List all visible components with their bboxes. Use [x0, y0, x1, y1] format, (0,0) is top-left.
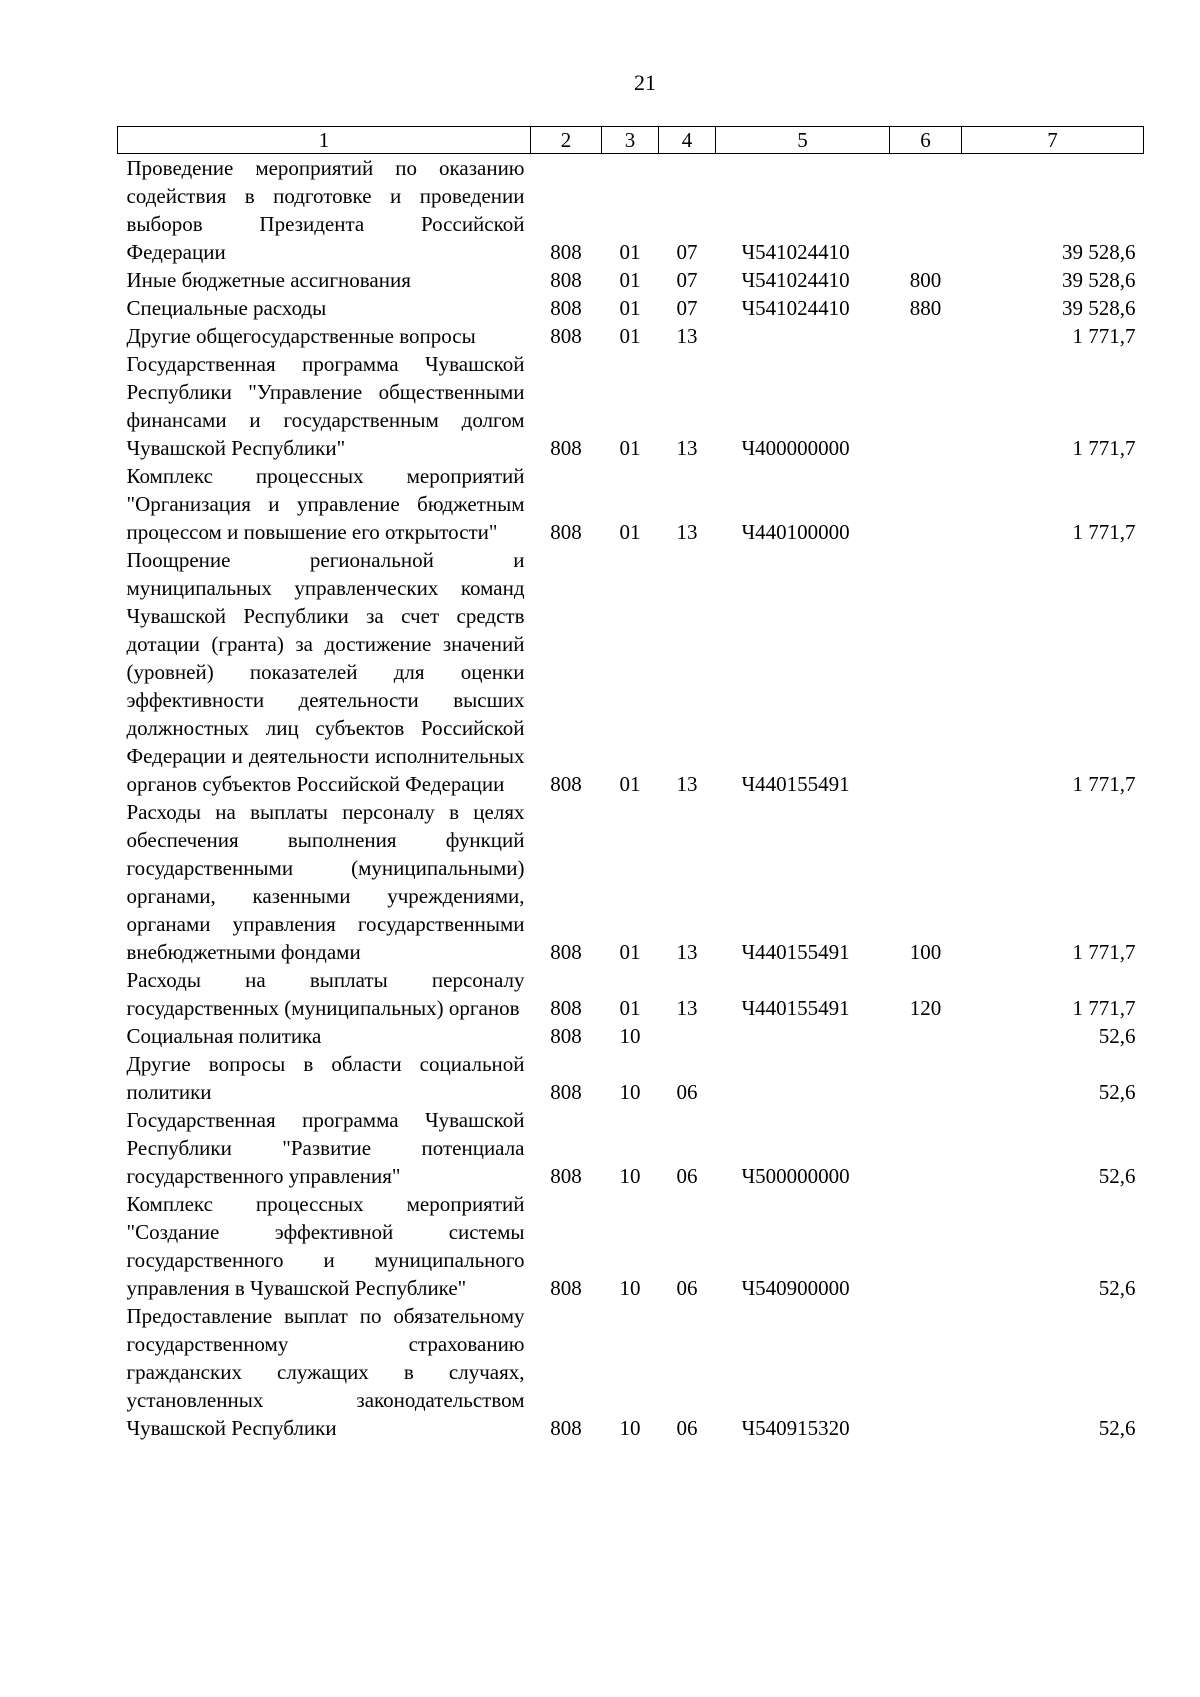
table-row	[118, 1106, 1144, 1190]
section-code: 01	[619, 772, 641, 796]
amount: 1 771,7	[1072, 772, 1136, 796]
row-name: Проведение мероприятий по оказанию содействия в подготовке и проведении выборов Президента Российской Федерации	[126, 156, 525, 264]
section-code: 01	[619, 436, 641, 460]
expense-type-code	[890, 1106, 962, 1190]
table-row	[118, 154, 1144, 267]
amount: 52,6	[1098, 1276, 1136, 1300]
target-article-code: Ч440155491	[741, 996, 850, 1020]
amount: 39 528,6	[1062, 296, 1136, 320]
section-code: 10	[619, 1164, 641, 1188]
row-name: Социальная политика	[126, 1024, 322, 1048]
row-name: Комплекс процессных мероприятий "Создание эффективной системы государственного и муниципального управления в Чувашской Республике"	[126, 1192, 525, 1300]
amount: 1 771,7	[1072, 940, 1136, 964]
section-code: 10	[619, 1080, 641, 1104]
column-header-6: 6	[890, 127, 962, 154]
ministry-code: 808	[550, 296, 582, 320]
expense-type-code	[890, 462, 962, 546]
amount: 52,6	[1098, 1080, 1136, 1104]
amount: 1 771,7	[1072, 520, 1136, 544]
table-row	[118, 1050, 1144, 1106]
table-row	[118, 1022, 1144, 1050]
row-name: Другие общегосударственные вопросы	[126, 324, 476, 348]
expense-type-code: 120	[909, 996, 942, 1020]
amount: 52,6	[1098, 1024, 1136, 1048]
expense-type-code	[890, 1190, 962, 1302]
ministry-code: 808	[550, 1164, 582, 1188]
target-article-code: Ч540915320	[741, 1416, 850, 1440]
expense-type-code	[890, 350, 962, 462]
table-row	[118, 322, 1144, 350]
section-code: 10	[619, 1276, 641, 1300]
ministry-code: 808	[550, 1416, 582, 1440]
expense-type-code	[890, 1022, 962, 1050]
target-article-code: Ч541024410	[741, 240, 850, 264]
ministry-code: 808	[550, 240, 582, 264]
amount: 52,6	[1098, 1416, 1136, 1440]
row-name: Расходы на выплаты персоналу в целях обеспечения выполнения функций государственными (муниципальными) органами, казенными учреждениями, органами управления государственными внебюджетными фондами	[126, 800, 525, 964]
expense-type-code	[890, 322, 962, 350]
amount: 52,6	[1098, 1164, 1136, 1188]
ministry-code: 808	[550, 268, 582, 292]
target-article-code: Ч541024410	[741, 296, 850, 320]
ministry-code: 808	[550, 1024, 582, 1048]
amount: 1 771,7	[1072, 436, 1136, 460]
section-code: 01	[619, 240, 641, 264]
subsection-code: 06	[676, 1276, 698, 1300]
subsection-code: 13	[676, 940, 698, 964]
ministry-code: 808	[550, 1276, 582, 1300]
expense-type-code: 880	[909, 296, 942, 320]
budget-table	[117, 126, 1144, 1442]
table-row	[118, 966, 1144, 1022]
ministry-code: 808	[550, 436, 582, 460]
column-header-4: 4	[659, 127, 716, 154]
section-code: 01	[619, 324, 641, 348]
target-article-code	[716, 1050, 890, 1106]
section-code: 01	[619, 940, 641, 964]
section-code: 01	[619, 296, 641, 320]
subsection-code	[659, 1022, 716, 1050]
table-row	[118, 1302, 1144, 1442]
amount: 1 771,7	[1072, 996, 1136, 1020]
subsection-code: 06	[676, 1164, 698, 1188]
ministry-code: 808	[550, 324, 582, 348]
amount: 39 528,6	[1062, 268, 1136, 292]
expense-type-code	[890, 546, 962, 798]
subsection-code: 13	[676, 996, 698, 1020]
table-row	[118, 266, 1144, 294]
expense-type-code	[890, 154, 962, 267]
expense-type-code: 800	[909, 268, 942, 292]
column-header-7: 7	[962, 127, 1144, 154]
table-header-row	[118, 127, 1144, 154]
subsection-code: 07	[676, 240, 698, 264]
table-row	[118, 294, 1144, 322]
page-number: 21	[634, 70, 656, 95]
target-article-code	[716, 322, 890, 350]
section-code: 01	[619, 520, 641, 544]
table-row	[118, 546, 1144, 798]
amount: 39 528,6	[1062, 240, 1136, 264]
row-name: Иные бюджетные ассигнования	[126, 268, 411, 292]
ministry-code: 808	[550, 940, 582, 964]
column-header-2: 2	[531, 127, 602, 154]
target-article-code: Ч440155491	[741, 940, 850, 964]
expense-type-code	[890, 1050, 962, 1106]
table-row	[118, 462, 1144, 546]
ministry-code: 808	[550, 1080, 582, 1104]
subsection-code: 07	[676, 268, 698, 292]
section-code: 01	[619, 996, 641, 1020]
subsection-code: 13	[676, 520, 698, 544]
target-article-code: Ч540900000	[741, 1276, 850, 1300]
section-code: 10	[619, 1416, 641, 1440]
target-article-code	[716, 1022, 890, 1050]
subsection-code: 06	[676, 1080, 698, 1104]
subsection-code: 13	[676, 436, 698, 460]
ministry-code: 808	[550, 772, 582, 796]
target-article-code: Ч440155491	[741, 772, 850, 796]
column-header-3: 3	[602, 127, 659, 154]
row-name: Государственная программа Чувашской Республики "Развитие потенциала государственного управления"	[126, 1108, 525, 1188]
target-article-code: Ч500000000	[741, 1164, 850, 1188]
row-name: Специальные расходы	[126, 296, 327, 320]
column-header-5: 5	[716, 127, 890, 154]
subsection-code: 13	[676, 324, 698, 348]
target-article-code: Ч400000000	[741, 436, 850, 460]
target-article-code: Ч440100000	[741, 520, 850, 544]
ministry-code: 808	[550, 996, 582, 1020]
row-name: Поощрение региональной и муниципальных управленческих команд Чувашской Республики за счет средств дотации (гранта) за достижение значений (уровней) показателей для оценки эффективности деятельности высших должностных лиц субъектов Российской Федерации и деятельности исполнительных органов субъектов Российской Федерации	[126, 548, 525, 796]
table-row	[118, 1190, 1144, 1302]
row-name: Комплекс процессных мероприятий "Организация и управление бюджетным процессом и повышение его открытости"	[126, 464, 525, 544]
subsection-code: 13	[676, 772, 698, 796]
table-body	[118, 154, 1144, 1443]
expense-type-code: 100	[909, 940, 942, 964]
table-row	[118, 798, 1144, 966]
section-code: 10	[619, 1024, 641, 1048]
row-name: Расходы на выплаты персоналу государственных (муниципальных) органов	[126, 968, 525, 1020]
ministry-code: 808	[550, 520, 582, 544]
subsection-code: 06	[676, 1416, 698, 1440]
table-row	[118, 350, 1144, 462]
column-header-1: 1	[118, 127, 531, 154]
amount: 1 771,7	[1072, 324, 1136, 348]
target-article-code: Ч541024410	[741, 268, 850, 292]
row-name: Государственная программа Чувашской Республики "Управление общественными финансами и государственным долгом Чувашской Республики"	[126, 352, 525, 460]
row-name: Предоставление выплат по обязательному государственному страхованию гражданских служащих в случаях, установленных законодательством Чувашской Республики	[126, 1304, 525, 1440]
section-code: 01	[619, 268, 641, 292]
subsection-code: 07	[676, 296, 698, 320]
row-name: Другие вопросы в области социальной политики	[126, 1052, 525, 1104]
expense-type-code	[890, 1302, 962, 1442]
